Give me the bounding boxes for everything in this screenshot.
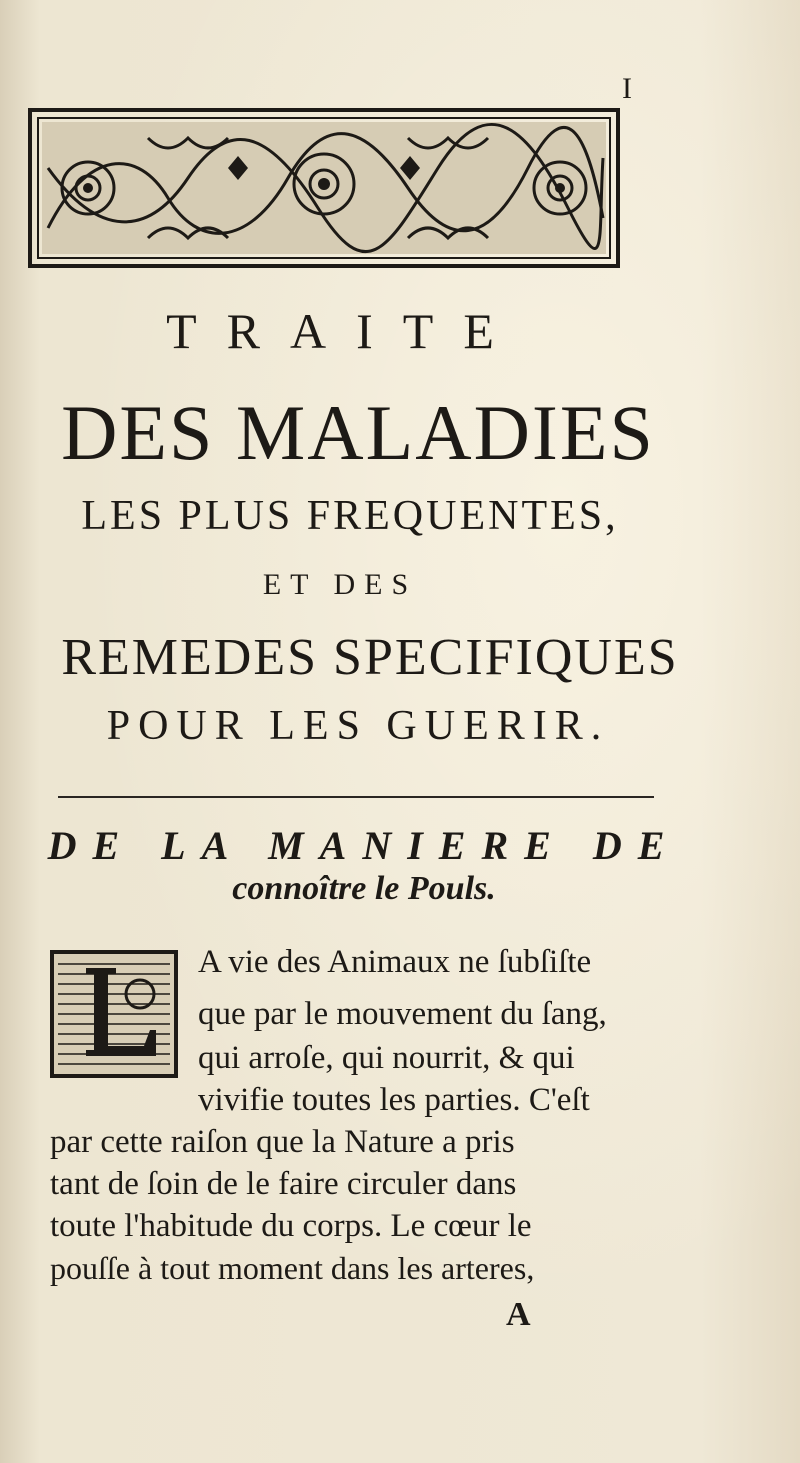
section-subheading: connoître le Pouls. [232,870,496,907]
catchword: A [506,1296,531,1333]
floral-headpiece-ornament [28,108,620,268]
body-line-3: qui arroſe, qui nourrit, & qui [198,1040,575,1076]
title-line-et-des: ET DES [262,568,418,601]
title-line-remedes: REMEDES SPECIFIQUES [61,629,679,686]
page-number: I [622,72,632,105]
section-heading: DE LA MANIERE DE [47,823,681,868]
body-line-7: toute l'habitude du corps. Le cœur le [50,1208,532,1244]
horizontal-rule [58,796,654,798]
body-line-6: tant de ſoin de le faire circuler dans [50,1166,517,1202]
title-line-des-maladies: DES MALADIES [61,389,655,476]
body-line-1: A vie des Animaux ne ſubſiſte [198,944,592,980]
body-line-5: par cette raiſon que la Nature a pris [50,1124,515,1160]
title-line-pour-guerir: POUR LES GUERIR. [106,703,610,749]
decorated-initial-letter [50,950,178,1078]
body-line-4: vivifie toutes les parties. C'eſt [198,1082,590,1118]
title-line-traite: TRAITE [166,303,524,359]
body-line-8: pouſſe à tout moment dans les arteres, [50,1250,535,1286]
title-line-plus-frequentes: LES PLUS FREQUENTES, [81,493,619,539]
body-line-2: que par le mouvement du ſang, [198,996,607,1032]
